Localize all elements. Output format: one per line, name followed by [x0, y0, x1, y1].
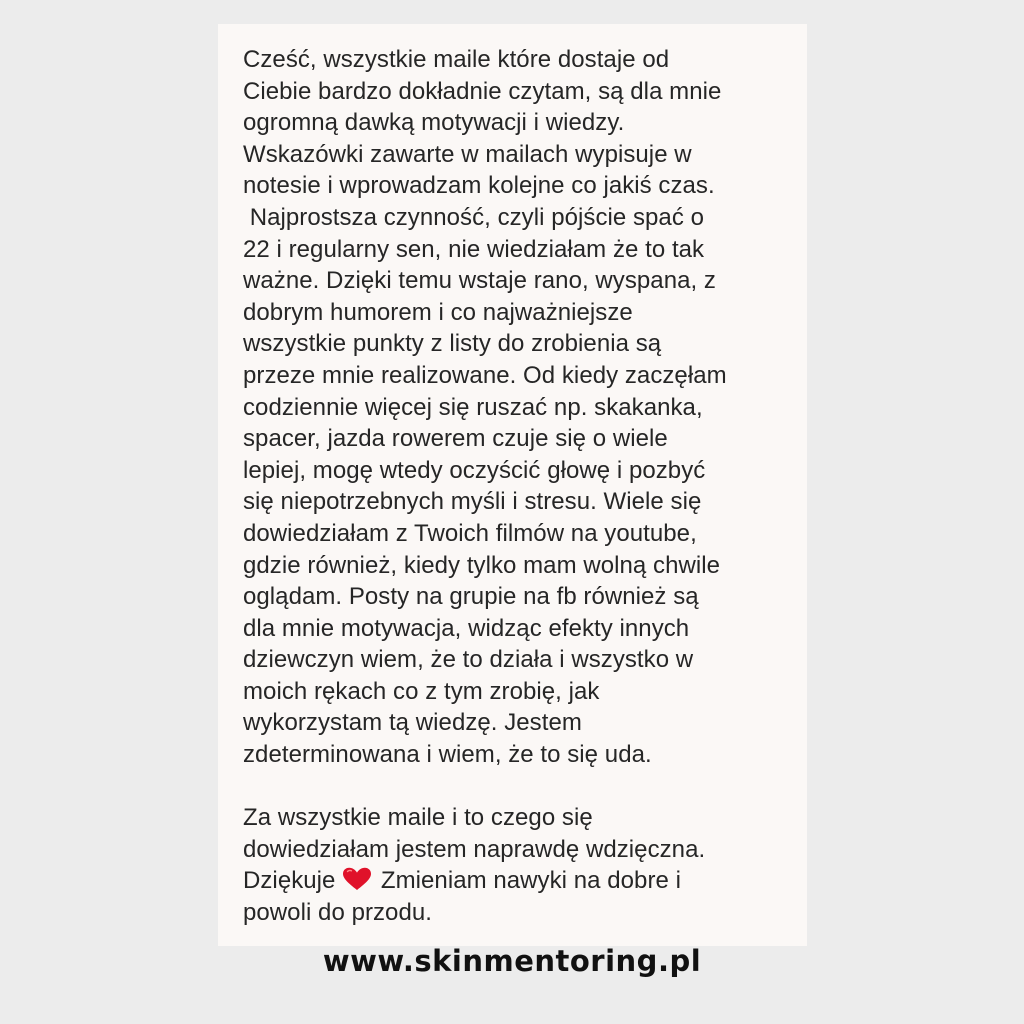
message-line: 22 i regularny sen, nie wiedziałam że to tak — [243, 235, 705, 263]
website-url: www.skinmentoring.pl — [322, 944, 702, 978]
message-line: dowiedziałam jestem naprawdę wdzięczna. — [243, 835, 706, 863]
message-line: przeze mnie realizowane. Od kiedy zaczęłam — [243, 361, 727, 389]
message-line: Cześć, wszystkie maile które dostaje od — [243, 46, 670, 73]
message-paragraph-1 — [243, 44, 783, 771]
message-line: moich rękach co z tym zrobię, jak — [243, 677, 600, 705]
paragraph-gap — [243, 771, 783, 803]
message-line: powoli do przodu. — [243, 899, 432, 927]
red-heart-icon — [342, 867, 372, 891]
message-card — [218, 24, 807, 946]
message-line: lepiej, mogę wtedy oczyścić głowę i pozbyć — [243, 456, 706, 484]
habits-text: Zmieniam nawyki na dobre i — [374, 867, 681, 895]
message-line: Ciebie bardzo dokładnie czytam, są dla mnie — [243, 77, 722, 105]
message-line: zdeterminowana i wiem, że to się uda. — [243, 741, 652, 769]
message-paragraph-2 — [243, 802, 783, 928]
message-line: Wskazówki zawarte w mailach wypisuje w — [243, 140, 692, 168]
message-line: Za wszystkie maile i to czego się — [243, 804, 593, 832]
message-line: się niepotrzebnych myśli i stresu. Wiele się — [243, 488, 702, 516]
message-line: dla mnie motywacja, widząc efekty innych — [243, 614, 690, 642]
message-line: ogromną dawką motywacji i wiedzy. — [243, 109, 625, 137]
message-line: gdzie również, kiedy tylko mam wolną chwile — [243, 551, 721, 579]
message-line: oglądam. Posty na grupie na fb również są — [243, 583, 699, 611]
message-line: codziennie więcej się ruszać np. skakanka, — [243, 393, 703, 421]
message-line: Najprostsza czynność, czyli pójście spać o — [243, 203, 704, 231]
message-line: wykorzystam tą wiedzę. Jestem — [243, 709, 582, 737]
message-line: spacer, jazda rowerem czuje się o wiele — [243, 425, 668, 453]
message-line-with-emoji — [243, 865, 783, 897]
message-line: notesie i wprowadzam kolejne co jakiś czas. — [243, 172, 715, 200]
message-line: ważne. Dzięki temu wstaje rano, wyspana, z — [243, 267, 716, 295]
message-line: dziewczyn wiem, że to działa i wszystko w — [243, 646, 694, 674]
thanks-text: Dziękuje — [243, 867, 343, 895]
message-line: dowiedziałam z Twoich filmów na youtube, — [243, 519, 697, 547]
message-line: dobrym humorem i co najważniejsze — [243, 298, 633, 326]
message-line: wszystkie punkty z listy do zrobienia są — [243, 330, 662, 358]
